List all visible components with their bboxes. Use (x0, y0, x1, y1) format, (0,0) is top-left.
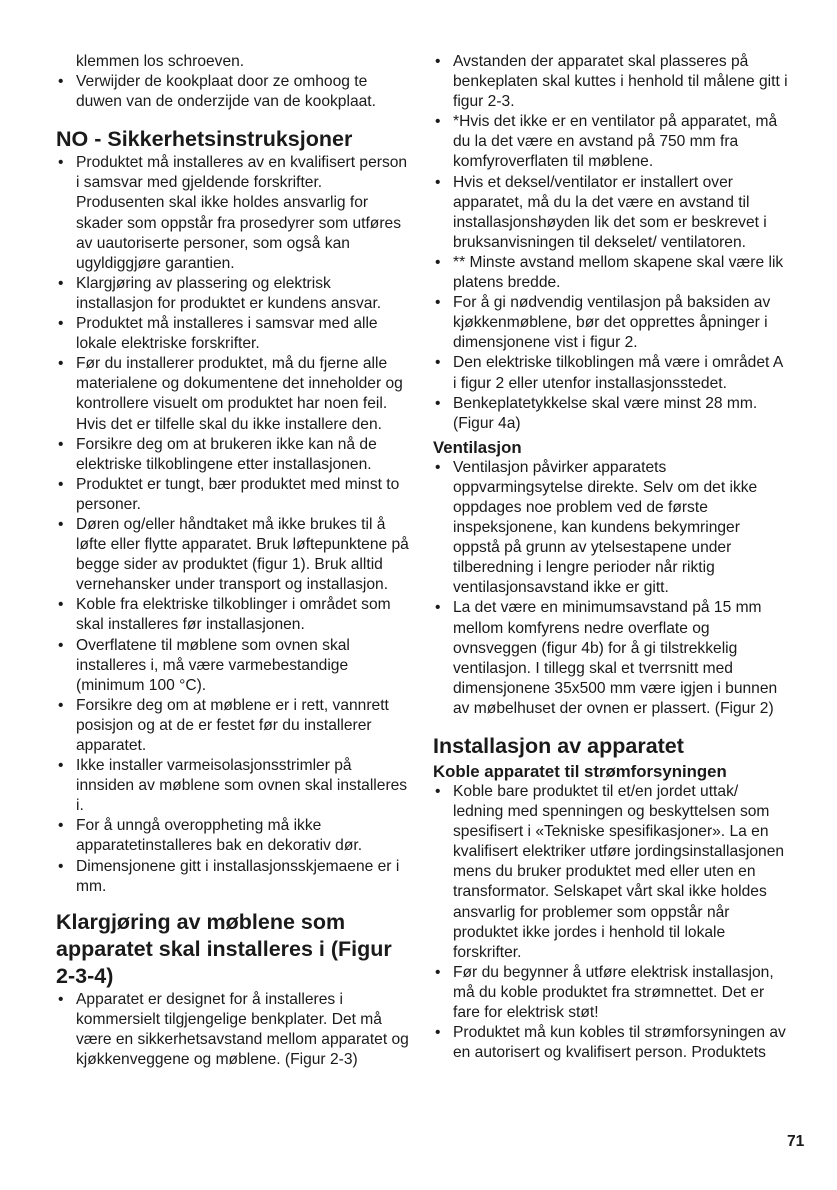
ventilation-bullet-list (433, 458, 788, 719)
furniture-heading: Klargjøring av møblene som apparatet skal installeres i (Figur 2-3-4) (56, 909, 392, 988)
list-item: • La det være en minimumsavstand på 15 mm mellom komfyrens nedre overflate og ovnsveggen (figur 4b) for å gi tilstrekkelig ventilasjon. I tillegg skal et tverrsnitt med dimensjonene 35x500 mm være igjen i bunnen av møbelhuset der ovnen er plassert. (Figur 2) (435, 599, 778, 717)
list-item: • Hvis et deksel/ventilator er installert over apparatet, må du la det være en avstand til installasjonshøyden lik det som er beskrevet i bruksanvisningen til dekselet/ ventilatoren. (435, 173, 767, 251)
safety-bullet-list (56, 153, 412, 896)
installation-bullet-list (433, 782, 788, 1063)
list-item: • Produktet er tungt, bær produktet med minst to personer. (58, 475, 400, 513)
list-item: • Apparatet er designet for å installeres i kommersielt tilgjengelige benkplater. Det må være en sikkerhetsavstand mellom apparatet og kjøkkenveggene og møblene. (Figur 2-3) (58, 990, 409, 1069)
power-supply-subheading: Koble apparatet til strømforsyningen (433, 762, 727, 781)
list-item: • Verwijder de kookplaat door ze omhoog te duwen van de onderzijde van de kookplaat. (58, 73, 376, 111)
left-column (56, 52, 412, 1070)
furniture-bullet-list (56, 990, 412, 1070)
right-column (433, 52, 788, 1063)
list-item: • Forsikre deg om at brukeren ikke kan nå de elektriske tilkoblingene etter installasjonen. (58, 435, 377, 473)
list-item: • ** Minste avstand mellom skapene skal være lik platens bredde. (435, 253, 784, 292)
list-item: • Forsikre deg om at møblene er i rett, vannrett posisjon og at de er festet før du installerer apparatet. (58, 696, 389, 754)
list-item: • Ventilasjon påvirker apparatets oppvarmingsytelse direkte. Selv om det ikke oppdages noe problem ved de første inspeksjonene, kan kundens bekymringer oppstå på grunn av ytelsestapene under tilberedning i lengre perioder når riktig ventilasjonsavstand ikke er gitt. (435, 458, 758, 597)
list-item: • Produktet må installeres i samsvar med alle lokale elektriske forskrifter. (58, 315, 378, 353)
list-item: • Produktet må installeres av en kvalifisert person i samsvar med gjeldende forskrifter. Produsenten skal ikke holdes ansvarlig for skader som oppstår fra prosedyrer som utføres av uautoriserte personer, som også kan ugyldiggjøre garantien. (58, 154, 408, 272)
list-item: • Ikke installer varmeisolasjonsstrimler på innsiden av møblene som ovnen skal installeres i. (58, 757, 408, 815)
list-item: • Før du installerer produktet, må du fjerne alle materialene og dokumentene det inneholder og kontrollere visuelt om produktet har noen feil. Hvis det er tilfelle skal du ikke installere den. (58, 355, 403, 433)
installation-heading: Installasjon av apparatet (433, 734, 684, 758)
list-item: • Døren og/eller håndtaket må ikke brukes til å løfte eller flytte apparatet. Bruk løftepunktene på begge sider av produktet (figur 1). Bruk alltid vernehansker under transport og installasjon. (58, 515, 409, 594)
list-item: • Avstanden der apparatet skal plasseres på benkeplaten skal kuttes i henhold til målene gitt i figur 2-3. (435, 53, 788, 111)
cutout-bullet-list (433, 52, 788, 434)
list-item: • Benkeplatetykkelse skal være minst 28 mm. (Figur 4a) (435, 394, 758, 432)
list-item: • For å gi nødvendig ventilasjon på baksiden av kjøkkenmøblene, bør det opprettes åpninger i dimensjonene vist i figur 2. (435, 294, 771, 352)
safety-heading: NO - Sikkerhetsinstruksjoner (56, 127, 353, 152)
list-item: • Før du begynner å utføre elektrisk installasjon, må du koble produktet fra strømnettet. Det er fare for elektrisk støt! (435, 963, 774, 1022)
list-item: • Koble fra elektriske tilkoblinger i området som skal installeres før installasjonen. (58, 596, 391, 634)
list-item: • Overflatene til møblene som ovnen skal installeres i, må være varmebestandige (minimum 100 °C). (58, 636, 350, 694)
intro-bullet-list (56, 72, 412, 112)
list-item: • Klargjøring av plassering og elektrisk installasjon for produktet er kundens ansvar. (58, 274, 382, 312)
list-item: • Koble bare produktet til et/en jordet uttak/ ledning med spenningen og beskyttelsen som spesifisert i «Tekniske spesifikasjoner». La en kvalifisert elektriker utføre jordingsinstallasjonen mens du bruker produktet med eller uten en transformator. Selskapet vårt skal ikke holdes ansvarlig for problemer som oppstår når produktet ikke jordes i henhold til lokale forskrifter. (435, 783, 785, 961)
list-item: • *Hvis det ikke er en ventilator på apparatet, må du la det være en avstand på 750 mm fra komfyroverflaten til møblene. (435, 113, 778, 171)
list-item: • For å unngå overoppheting må ikke apparatetinstalleres bak en dekorativ dør. (58, 817, 363, 855)
list-item: • Dimensjonene gitt i installasjonsskjemaene er i mm. (58, 857, 400, 895)
ventilation-heading: Ventilasjon (433, 437, 522, 457)
page-number: 71 (787, 1133, 805, 1150)
list-item: • Den elektriske tilkoblingen må være i området A i figur 2 eller utenfor installasjonsstedet. (435, 354, 783, 392)
continuation-text: klemmen los schroeven. (76, 53, 245, 70)
list-item: • Produktet må kun kobles til strømforsyningen av en autorisert og kvalifisert person. Produktets (435, 1024, 786, 1062)
